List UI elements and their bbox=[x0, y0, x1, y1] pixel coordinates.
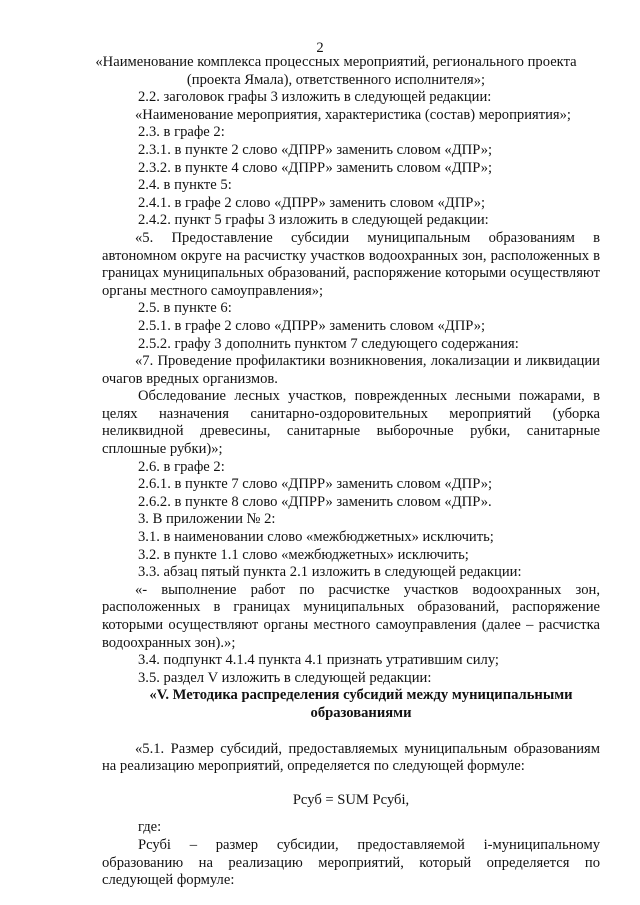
paragraph-2-6-1: 2.6.1. в пункте 7 слово «ДПРР» заменить словом «ДПР»; bbox=[138, 476, 493, 493]
paragraph-2-2: 2.2. заголовок графы 3 изложить в следующей редакции: bbox=[138, 89, 492, 106]
paragraph-2-3-1: 2.3.1. в пункте 2 слово «ДПРР» заменить словом «ДПР»; bbox=[138, 141, 493, 158]
paragraph-column-3-title: «Наименование мероприятия, характеристика (состав) мероприятия»; bbox=[135, 106, 571, 123]
paragraph-3-3: 3.3. абзац пятый пункта 2.1 изложить в следующей редакции: bbox=[138, 564, 522, 581]
paragraph-forest-survey: Обследование лесных участков, поврежденных лесными пожарами, в целях назначения санитарно-оздоровительных мероприятий (уборка неликвидной древесины, санитарные выборочные рубки, санитарные сплошные рубки)»; bbox=[102, 388, 600, 458]
paragraph-3-5: 3.5. раздел V изложить в следующей редакции: bbox=[138, 669, 432, 686]
paragraph-subsidy-definition: Рсубі – размер субсидии, предоставляемой і-муниципальному образованию на реализацию мероприятий, который определяется по следующей формуле: bbox=[102, 836, 600, 889]
paragraph-where: где: bbox=[138, 819, 162, 836]
paragraph-2-5-2: 2.5.2. графу 3 дополнить пунктом 7 следующего содержания: bbox=[138, 335, 519, 352]
page-number: 2 bbox=[316, 40, 324, 56]
paragraph-2-4-2: 2.4.2. пункт 5 графы 3 изложить в следующей редакции: bbox=[138, 212, 489, 229]
section-title: «V. Методика распределения субсидий между муниципальными образованиями bbox=[149, 687, 573, 721]
formula-total-subsidy: Рсуб = SUM Рсубі, bbox=[292, 791, 410, 808]
paragraph-2-5: 2.5. в пункте 6: bbox=[138, 300, 232, 317]
paragraph-3-4: 3.4. подпункт 4.1.4 пункта 4.1 признать утратившим силу; bbox=[138, 652, 499, 669]
paragraph-2-3-2: 2.3.2. в пункте 4 слово «ДПРР» заменить словом «ДПР»; bbox=[138, 159, 493, 176]
paragraph-item-5-text: «5. Предоставление субсидии муниципальным образованиям в автономном округе на расчистку участков водоохранных зон, расположенных в границах муниципальных образований, распоряжение которыми осуществляют органы местного самоуправления»; bbox=[102, 229, 600, 299]
paragraph-2-6: 2.6. в графе 2: bbox=[138, 458, 225, 475]
paragraph-3: 3. В приложении № 2: bbox=[138, 511, 276, 528]
paragraph-3-1: 3.1. в наименовании слово «межбюджетных» исключить; bbox=[138, 529, 494, 546]
paragraph-2-6-2: 2.6.2. в пункте 8 слово «ДПРР» заменить словом «ДПР». bbox=[138, 493, 492, 510]
paragraph-item-7-text: «7. Проведение профилактики возникновения, локализации и ликвидации очагов вредных организмов. bbox=[102, 353, 600, 387]
paragraph-5-1: «5.1. Размер субсидий, предоставляемых муниципальным образованиям на реализацию мероприятий, определяется по следующей формуле: bbox=[102, 740, 600, 775]
paragraph-3-2: 3.2. в пункте 1.1 слово «межбюджетных» исключить; bbox=[138, 546, 469, 563]
paragraph-clearing-works: «- выполнение работ по расчистке участков водоохранных зон, расположенных в границах муниципальных образований, распоряжение которыми осуществляют органы местного самоуправления (далее – расчистка водоохранных зон).»; bbox=[102, 581, 600, 651]
paragraph-2-3: 2.3. в графе 2: bbox=[138, 124, 225, 141]
paragraph-2-5-1: 2.5.1. в графе 2 слово «ДПРР» заменить словом «ДПР»; bbox=[138, 317, 486, 334]
paragraph-table-heading-text: «Наименование комплекса процессных мероприятий, регионального проекта (проекта Ямала), ответственного исполнителя»; bbox=[95, 54, 577, 88]
paragraph-2-4-1: 2.4.1. в графе 2 слово «ДПРР» заменить словом «ДПР»; bbox=[138, 194, 486, 211]
paragraph-2-4: 2.4. в пункте 5: bbox=[138, 177, 232, 194]
